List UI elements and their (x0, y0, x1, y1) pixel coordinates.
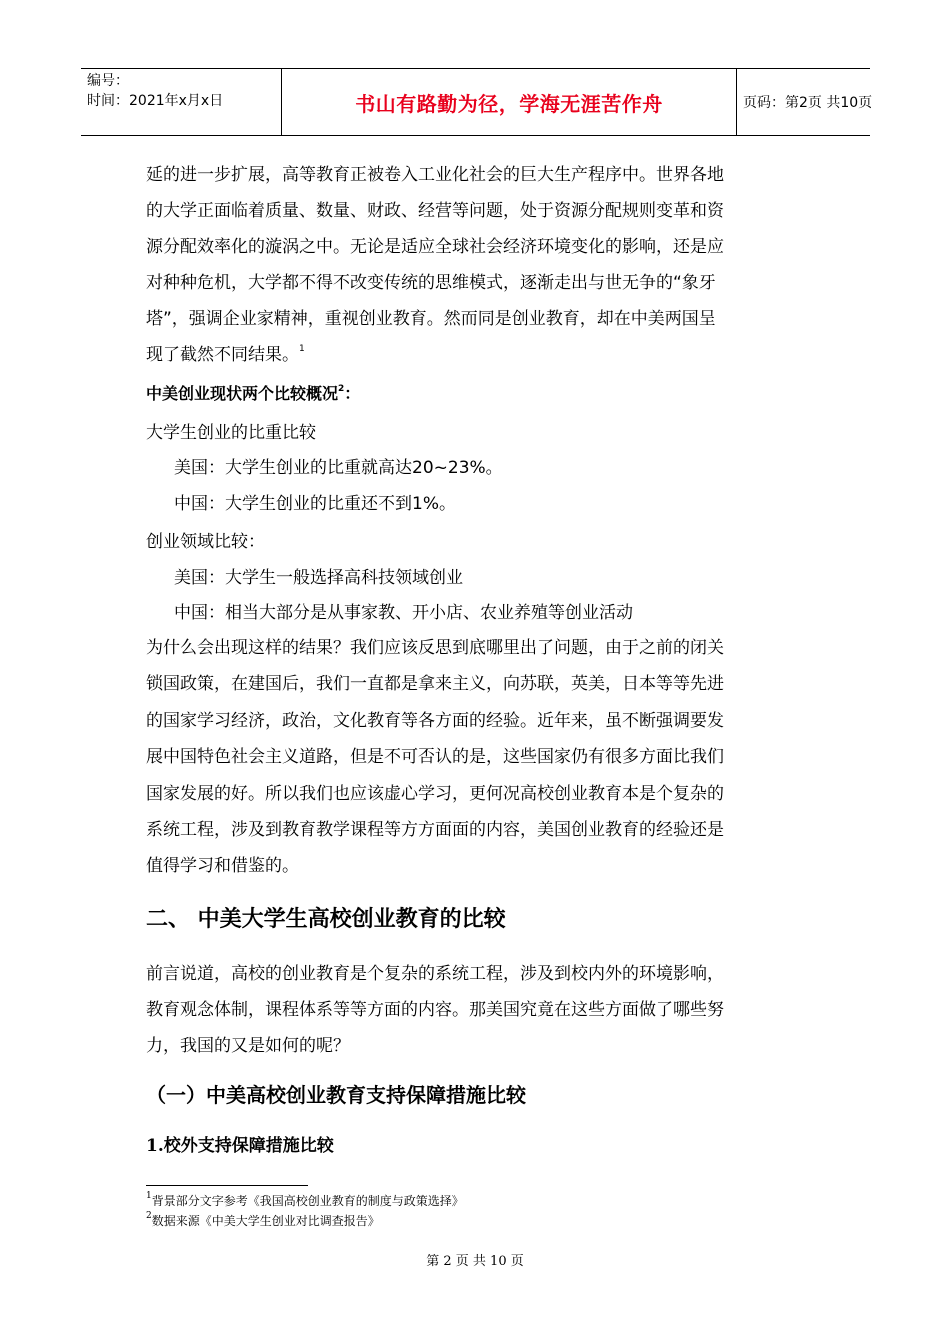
footnote-text: 背景部分文字参考《我国高校创业教育的制度与政策选择》 (151, 1194, 464, 1208)
footnote-separator (146, 1185, 308, 1186)
compare-title-text: 中美创业现状两个比较概况 (146, 384, 339, 403)
footnote-1 (146, 1192, 464, 1209)
number-label: 编号： (87, 73, 129, 89)
section-heading: 二、 中美大学生高校创业教育的比较 (146, 907, 506, 932)
intro-line: 塔”，强调企业家精神，重视创业教育。然而同是创业教育，却在中美两国呈 (146, 309, 716, 329)
subsection-heading: （一）中美高校创业教育支持保障措施比较 (146, 1083, 526, 1107)
intro-line: 对种种危机，大学都不得不改变传统的思维模式，逐渐走出与世无争的“象牙 (146, 273, 716, 293)
intro-line-last (146, 340, 305, 365)
footnote-2 (146, 1212, 380, 1229)
header-page-cell (737, 69, 873, 135)
footnote-num: 1 (146, 1191, 152, 1201)
section2-line: 教育观念体制，课程体系等等方面的内容。那美国究竟在这些方面做了哪些努 (146, 1000, 724, 1020)
why-line: 的国家学习经济，政治，文化教育等各方面的经验。近年来，虽不断强调要发 (146, 711, 724, 731)
footnote-text: 数据来源《中美大学生创业对比调查报告》 (151, 1214, 380, 1228)
intro-line: 源分配效率化的漩涡之中。无论是适应全球社会经济环境变化的影响，还是应 (146, 237, 724, 257)
why-line: 值得学习和借鉴的。 (146, 856, 299, 876)
ratio-cn: 中国：大学生创业的比重还不到1%。 (174, 494, 456, 514)
intro-line: 的大学正面临着质量、数量、财政、经营等问题，处于资源分配规则变革和资 (146, 201, 724, 221)
ratio-title: 大学生创业的比重比较 (146, 423, 316, 443)
compare-title (146, 381, 360, 404)
why-line: 展中国特色社会主义道路，但是不可否认的是，这些国家仍有很多方面比我们 (146, 747, 724, 767)
field-cn: 中国：相当大部分是从事家教、开小店、农业养殖等创业活动 (174, 603, 633, 623)
intro-line: 延的进一步扩展，高等教育正被卷入工业化社会的巨大生产程序中。世界各地 (146, 165, 724, 185)
page-footer: 第 2 页 共 10 页 (426, 1254, 524, 1269)
header-motto-cell (282, 69, 737, 135)
why-line: 锁国政策，在建国后，我们一直都是拿来主义，向苏联，英美，日本等等先进 (146, 674, 724, 694)
ratio-us: 美国：大学生创业的比重就高达20~23%。 (174, 458, 503, 478)
footnote-num: 2 (146, 1211, 152, 1221)
compare-title-colon: ： (344, 384, 361, 403)
date-label: 时间：2021年x月x日 (87, 93, 224, 109)
section2-line: 力，我国的又是如何的呢？ (146, 1036, 350, 1056)
motto: 书山有路勤为径，学海无涯苦作舟 (355, 91, 663, 116)
subsubsection-heading: 1.校外支持保障措施比较 (146, 1136, 334, 1156)
why-line: 系统工程，涉及到教育教学课程等方方面面的内容，美国创业教育的经验还是 (146, 820, 724, 840)
field-us: 美国：大学生一般选择高科技领域创业 (174, 568, 463, 588)
section2-line: 前言说道，高校的创业教育是个复杂的系统工程，涉及到校内外的环境影响， (146, 964, 724, 984)
field-title: 创业领域比较： (146, 532, 265, 552)
page-header (81, 68, 873, 136)
page-info: 页码：第2页 共10页 (743, 95, 873, 111)
footnote-ref[interactable]: 1 (299, 344, 305, 355)
intro-line-text: 现了截然不同结果。 (146, 345, 299, 365)
header-meta (81, 69, 282, 135)
why-line: 国家发展的好。所以我们也应该虚心学习，更何况高校创业教育本是个复杂的 (146, 784, 724, 804)
why-line: 为什么会出现这样的结果？我们应该反思到底哪里出了问题，由于之前的闭关 (146, 638, 724, 658)
footnote-ref[interactable]: 2 (338, 383, 345, 394)
